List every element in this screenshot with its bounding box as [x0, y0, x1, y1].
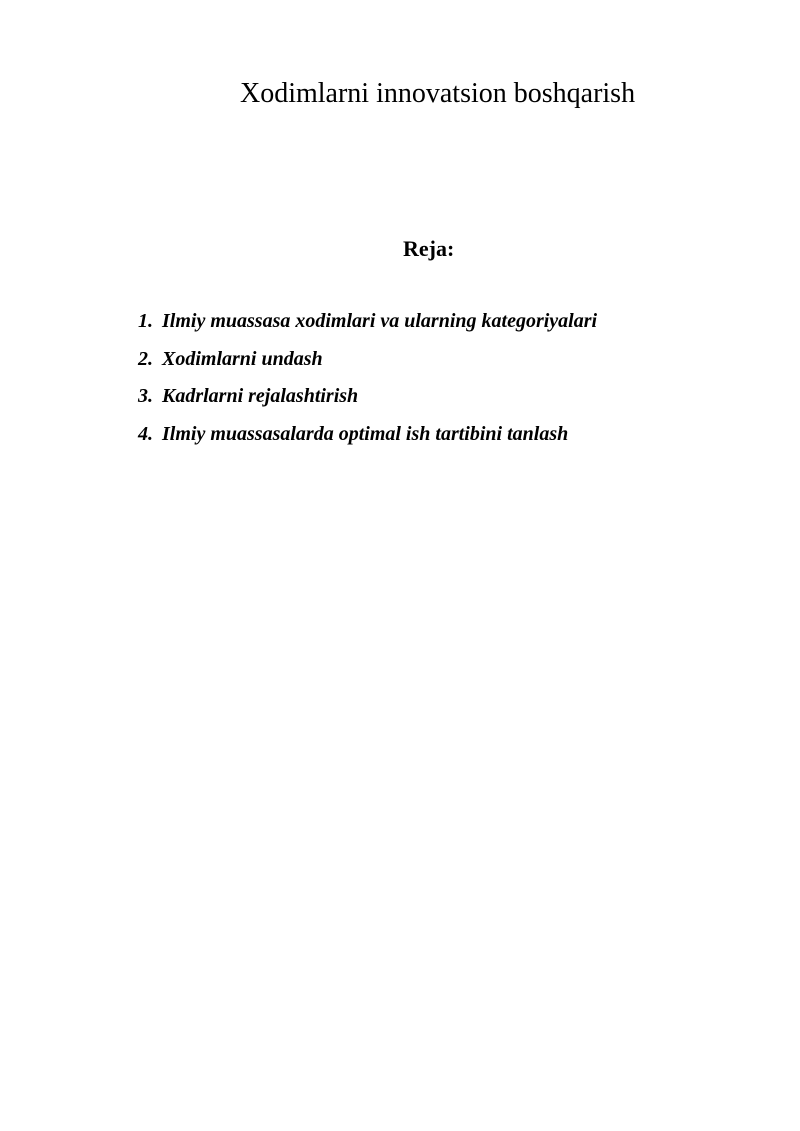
plan-item-text: Ilmiy muassasa xodimlari va ularning kategoriyalari — [162, 310, 598, 332]
page-title: Xodimlarni innovatsion boshqarish — [240, 78, 636, 109]
plan-item-text: Kadrlarni rejalashtirish — [162, 385, 359, 408]
plan-item-number: 4. — [138, 423, 153, 446]
plan-item — [138, 381, 597, 419]
plan-item-number: 3. — [138, 385, 153, 408]
plan-heading: Reja: — [403, 236, 455, 261]
plan-item-number: 2. — [138, 347, 153, 370]
plan-item — [138, 419, 597, 457]
plan-item-text: Ilmiy muassasalarda optimal ish tartibini tanlash — [162, 423, 569, 446]
plan-item — [138, 306, 597, 344]
plan-list — [138, 306, 597, 457]
plan-item-number: 1. — [138, 310, 153, 332]
plan-item — [138, 344, 597, 382]
plan-item-text: Xodimlarni undash — [162, 347, 323, 370]
